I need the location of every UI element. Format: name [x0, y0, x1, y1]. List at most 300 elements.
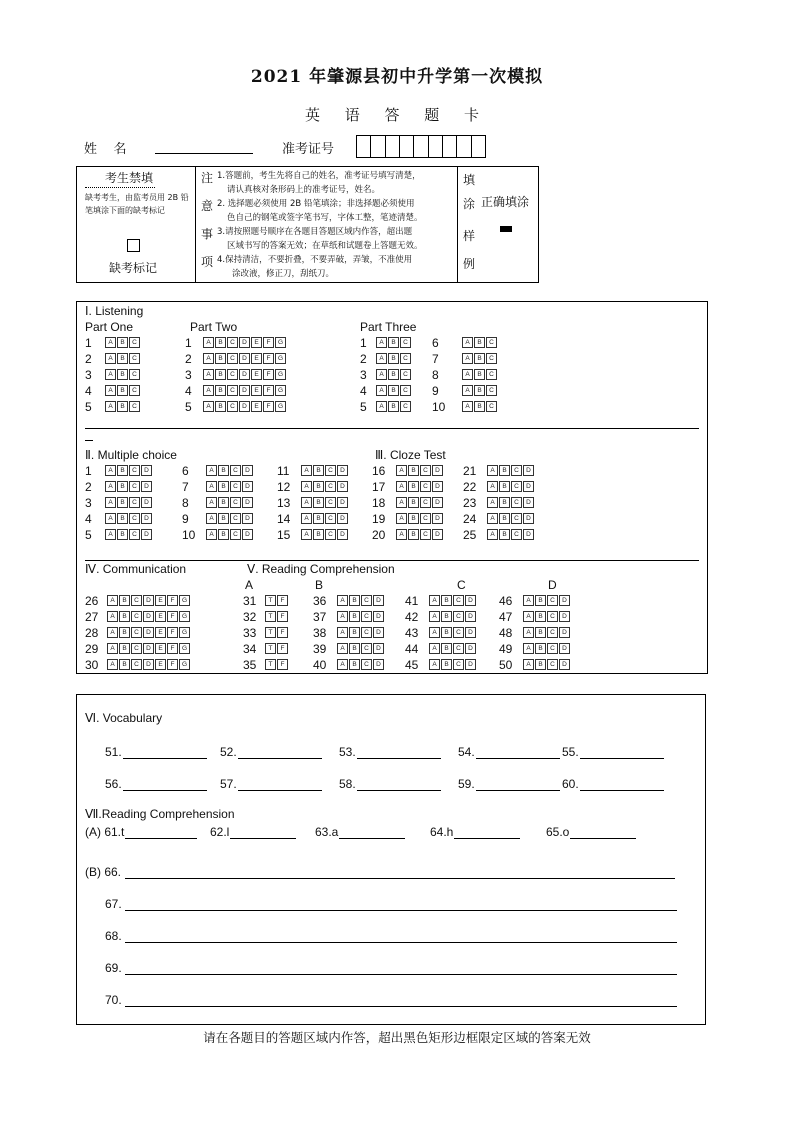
option-bubble[interactable]: C: [131, 627, 142, 638]
option-bubble[interactable]: F: [277, 643, 288, 654]
option-bubble[interactable]: C: [227, 401, 238, 412]
option-bubble[interactable]: A: [337, 611, 348, 622]
option-bubble[interactable]: B: [349, 595, 360, 606]
option-bubble[interactable]: C: [361, 627, 372, 638]
option-bubble[interactable]: D: [465, 627, 476, 638]
option-bubble[interactable]: B: [215, 401, 226, 412]
option-bubble[interactable]: B: [388, 385, 399, 396]
option-bubble[interactable]: A: [105, 337, 116, 348]
option-bubble[interactable]: D: [242, 529, 253, 540]
option-bubble[interactable]: B: [474, 401, 485, 412]
option-bubble[interactable]: B: [117, 369, 128, 380]
option-bubble[interactable]: A: [107, 643, 118, 654]
option-bubble[interactable]: B: [117, 401, 128, 412]
option-bubble[interactable]: B: [499, 529, 510, 540]
option-bubble[interactable]: C: [129, 497, 140, 508]
option-bubble[interactable]: C: [420, 465, 431, 476]
option-bubble[interactable]: D: [465, 611, 476, 622]
option-bubble[interactable]: F: [277, 595, 288, 606]
option-bubble[interactable]: G: [275, 337, 286, 348]
option-bubble[interactable]: B: [474, 353, 485, 364]
option-bubble[interactable]: B: [218, 481, 229, 492]
option-bubble[interactable]: A: [301, 513, 312, 524]
option-bubble[interactable]: C: [361, 643, 372, 654]
answer-line[interactable]: [125, 993, 677, 1007]
option-bubble[interactable]: B: [474, 385, 485, 396]
option-bubble[interactable]: F: [167, 611, 178, 622]
option-bubble[interactable]: A: [107, 595, 118, 606]
option-bubble[interactable]: F: [263, 385, 274, 396]
vocab-item[interactable]: [339, 777, 441, 791]
reading-a-item[interactable]: [546, 825, 636, 839]
option-bubble[interactable]: D: [559, 659, 570, 670]
option-bubble[interactable]: D: [143, 643, 154, 654]
option-bubble[interactable]: C: [547, 627, 558, 638]
option-bubble[interactable]: A: [337, 595, 348, 606]
option-bubble[interactable]: A: [203, 385, 214, 396]
option-bubble[interactable]: D: [242, 497, 253, 508]
option-bubble[interactable]: C: [129, 337, 140, 348]
option-bubble[interactable]: C: [325, 481, 336, 492]
option-bubble[interactable]: D: [141, 481, 152, 492]
option-bubble[interactable]: A: [105, 401, 116, 412]
option-bubble[interactable]: B: [388, 337, 399, 348]
option-bubble[interactable]: B: [117, 497, 128, 508]
option-bubble[interactable]: A: [337, 659, 348, 670]
vocab-item[interactable]: [458, 777, 560, 791]
option-bubble[interactable]: D: [143, 595, 154, 606]
option-bubble[interactable]: D: [373, 627, 384, 638]
option-bubble[interactable]: A: [523, 611, 534, 622]
option-bubble[interactable]: D: [373, 643, 384, 654]
option-bubble[interactable]: A: [105, 369, 116, 380]
option-bubble[interactable]: C: [361, 611, 372, 622]
option-bubble[interactable]: B: [117, 529, 128, 540]
option-bubble[interactable]: B: [119, 643, 130, 654]
option-bubble[interactable]: A: [429, 627, 440, 638]
option-bubble[interactable]: G: [179, 659, 190, 670]
option-bubble[interactable]: B: [535, 595, 546, 606]
option-bubble[interactable]: A: [396, 529, 407, 540]
exam-number-boxes[interactable]: [356, 135, 486, 158]
option-bubble[interactable]: C: [400, 401, 411, 412]
option-bubble[interactable]: D: [242, 465, 253, 476]
option-bubble[interactable]: B: [349, 659, 360, 670]
reading-a-item[interactable]: [85, 825, 197, 839]
option-bubble[interactable]: A: [376, 401, 387, 412]
option-bubble[interactable]: A: [429, 659, 440, 670]
option-bubble[interactable]: A: [396, 497, 407, 508]
option-bubble[interactable]: A: [203, 353, 214, 364]
option-bubble[interactable]: G: [179, 627, 190, 638]
option-bubble[interactable]: B: [313, 481, 324, 492]
option-bubble[interactable]: E: [155, 627, 166, 638]
option-bubble[interactable]: B: [313, 465, 324, 476]
option-bubble[interactable]: B: [119, 611, 130, 622]
option-bubble[interactable]: D: [239, 337, 250, 348]
option-bubble[interactable]: T: [265, 643, 276, 654]
option-bubble[interactable]: C: [129, 465, 140, 476]
answer-line[interactable]: [125, 929, 677, 943]
option-bubble[interactable]: A: [206, 465, 217, 476]
option-bubble[interactable]: A: [105, 529, 116, 540]
option-bubble[interactable]: B: [218, 465, 229, 476]
option-bubble[interactable]: C: [230, 497, 241, 508]
option-bubble[interactable]: C: [511, 497, 522, 508]
option-bubble[interactable]: D: [465, 643, 476, 654]
option-bubble[interactable]: C: [129, 529, 140, 540]
option-bubble[interactable]: G: [275, 385, 286, 396]
option-bubble[interactable]: F: [263, 353, 274, 364]
option-bubble[interactable]: G: [179, 611, 190, 622]
option-bubble[interactable]: B: [117, 465, 128, 476]
option-bubble[interactable]: D: [559, 627, 570, 638]
option-bubble[interactable]: C: [131, 659, 142, 670]
option-bubble[interactable]: B: [388, 369, 399, 380]
option-bubble[interactable]: A: [107, 659, 118, 670]
option-bubble[interactable]: E: [155, 611, 166, 622]
option-bubble[interactable]: D: [143, 627, 154, 638]
option-bubble[interactable]: F: [277, 627, 288, 638]
option-bubble[interactable]: A: [206, 481, 217, 492]
option-bubble[interactable]: A: [376, 337, 387, 348]
option-bubble[interactable]: B: [117, 385, 128, 396]
option-bubble[interactable]: D: [373, 611, 384, 622]
option-bubble[interactable]: C: [325, 513, 336, 524]
option-bubble[interactable]: A: [105, 465, 116, 476]
answer-line-66[interactable]: [125, 865, 675, 879]
option-bubble[interactable]: B: [388, 401, 399, 412]
option-bubble[interactable]: C: [129, 385, 140, 396]
option-bubble[interactable]: B: [215, 337, 226, 348]
option-bubble[interactable]: C: [361, 595, 372, 606]
option-bubble[interactable]: D: [239, 369, 250, 380]
option-bubble[interactable]: D: [432, 497, 443, 508]
option-bubble[interactable]: C: [227, 369, 238, 380]
option-bubble[interactable]: B: [215, 385, 226, 396]
option-bubble[interactable]: C: [227, 337, 238, 348]
option-bubble[interactable]: G: [179, 595, 190, 606]
option-bubble[interactable]: C: [547, 659, 558, 670]
option-bubble[interactable]: F: [263, 337, 274, 348]
option-bubble[interactable]: C: [230, 481, 241, 492]
option-bubble[interactable]: B: [535, 659, 546, 670]
option-bubble[interactable]: B: [441, 595, 452, 606]
option-bubble[interactable]: A: [523, 595, 534, 606]
option-bubble[interactable]: C: [361, 659, 372, 670]
option-bubble[interactable]: D: [432, 465, 443, 476]
option-bubble[interactable]: D: [337, 465, 348, 476]
option-bubble[interactable]: E: [155, 659, 166, 670]
option-bubble[interactable]: C: [547, 595, 558, 606]
option-bubble[interactable]: D: [523, 481, 534, 492]
option-bubble[interactable]: A: [337, 627, 348, 638]
option-bubble[interactable]: C: [400, 337, 411, 348]
option-bubble[interactable]: C: [486, 385, 497, 396]
option-bubble[interactable]: A: [487, 481, 498, 492]
option-bubble[interactable]: B: [119, 595, 130, 606]
option-bubble[interactable]: C: [227, 353, 238, 364]
option-bubble[interactable]: D: [559, 595, 570, 606]
option-bubble[interactable]: C: [131, 643, 142, 654]
option-bubble[interactable]: C: [129, 481, 140, 492]
name-field[interactable]: [155, 139, 253, 154]
option-bubble[interactable]: B: [408, 513, 419, 524]
option-bubble[interactable]: C: [227, 385, 238, 396]
option-bubble[interactable]: D: [432, 481, 443, 492]
option-bubble[interactable]: E: [155, 595, 166, 606]
option-bubble[interactable]: C: [129, 369, 140, 380]
option-bubble[interactable]: D: [373, 595, 384, 606]
reading-a-item[interactable]: [315, 825, 405, 839]
option-bubble[interactable]: A: [301, 465, 312, 476]
option-bubble[interactable]: F: [263, 401, 274, 412]
option-bubble[interactable]: F: [167, 643, 178, 654]
option-bubble[interactable]: D: [141, 497, 152, 508]
option-bubble[interactable]: F: [167, 659, 178, 670]
option-bubble[interactable]: D: [559, 611, 570, 622]
option-bubble[interactable]: B: [218, 513, 229, 524]
option-bubble[interactable]: C: [486, 337, 497, 348]
option-bubble[interactable]: C: [129, 401, 140, 412]
option-bubble[interactable]: B: [408, 481, 419, 492]
option-bubble[interactable]: A: [105, 385, 116, 396]
option-bubble[interactable]: B: [499, 481, 510, 492]
option-bubble[interactable]: C: [131, 611, 142, 622]
option-bubble[interactable]: A: [301, 481, 312, 492]
option-bubble[interactable]: F: [167, 595, 178, 606]
option-bubble[interactable]: F: [263, 369, 274, 380]
option-bubble[interactable]: A: [107, 611, 118, 622]
option-bubble[interactable]: B: [215, 353, 226, 364]
option-bubble[interactable]: B: [408, 497, 419, 508]
option-bubble[interactable]: C: [511, 465, 522, 476]
option-bubble[interactable]: A: [203, 337, 214, 348]
option-bubble[interactable]: C: [453, 627, 464, 638]
option-bubble[interactable]: B: [535, 611, 546, 622]
option-bubble[interactable]: B: [218, 529, 229, 540]
option-bubble[interactable]: A: [206, 529, 217, 540]
option-bubble[interactable]: E: [251, 401, 262, 412]
option-bubble[interactable]: C: [511, 481, 522, 492]
option-bubble[interactable]: D: [143, 659, 154, 670]
option-bubble[interactable]: C: [325, 497, 336, 508]
option-bubble[interactable]: A: [462, 353, 473, 364]
option-bubble[interactable]: C: [420, 513, 431, 524]
option-bubble[interactable]: B: [313, 497, 324, 508]
option-bubble[interactable]: C: [230, 513, 241, 524]
option-bubble[interactable]: C: [129, 513, 140, 524]
option-bubble[interactable]: C: [325, 465, 336, 476]
option-bubble[interactable]: B: [119, 627, 130, 638]
option-bubble[interactable]: T: [265, 627, 276, 638]
option-bubble[interactable]: A: [396, 465, 407, 476]
option-bubble[interactable]: D: [559, 643, 570, 654]
option-bubble[interactable]: C: [547, 643, 558, 654]
option-bubble[interactable]: B: [441, 659, 452, 670]
option-bubble[interactable]: D: [432, 513, 443, 524]
option-bubble[interactable]: D: [373, 659, 384, 670]
option-bubble[interactable]: C: [511, 513, 522, 524]
option-bubble[interactable]: E: [251, 385, 262, 396]
option-bubble[interactable]: A: [203, 369, 214, 380]
option-bubble[interactable]: B: [499, 497, 510, 508]
option-bubble[interactable]: C: [400, 385, 411, 396]
option-bubble[interactable]: D: [432, 529, 443, 540]
option-bubble[interactable]: A: [523, 643, 534, 654]
option-bubble[interactable]: B: [313, 529, 324, 540]
option-bubble[interactable]: C: [400, 369, 411, 380]
option-bubble[interactable]: F: [277, 659, 288, 670]
option-bubble[interactable]: D: [141, 465, 152, 476]
vocab-item[interactable]: [458, 745, 560, 759]
option-bubble[interactable]: C: [420, 497, 431, 508]
option-bubble[interactable]: D: [523, 465, 534, 476]
vocab-item[interactable]: [220, 777, 322, 791]
option-bubble[interactable]: C: [547, 611, 558, 622]
option-bubble[interactable]: A: [487, 465, 498, 476]
answer-line[interactable]: [125, 961, 677, 975]
reading-a-item[interactable]: [210, 825, 296, 839]
vocab-item[interactable]: [562, 745, 664, 759]
option-bubble[interactable]: A: [396, 513, 407, 524]
option-bubble[interactable]: D: [141, 513, 152, 524]
option-bubble[interactable]: E: [251, 353, 262, 364]
option-bubble[interactable]: B: [474, 337, 485, 348]
option-bubble[interactable]: A: [105, 497, 116, 508]
option-bubble[interactable]: D: [239, 353, 250, 364]
option-bubble[interactable]: A: [487, 497, 498, 508]
option-bubble[interactable]: T: [265, 595, 276, 606]
option-bubble[interactable]: B: [474, 369, 485, 380]
option-bubble[interactable]: G: [275, 401, 286, 412]
option-bubble[interactable]: C: [325, 529, 336, 540]
option-bubble[interactable]: D: [523, 513, 534, 524]
option-bubble[interactable]: D: [465, 595, 476, 606]
option-bubble[interactable]: A: [203, 401, 214, 412]
option-bubble[interactable]: D: [242, 513, 253, 524]
option-bubble[interactable]: T: [265, 611, 276, 622]
option-bubble[interactable]: D: [523, 497, 534, 508]
option-bubble[interactable]: B: [215, 369, 226, 380]
option-bubble[interactable]: C: [131, 595, 142, 606]
option-bubble[interactable]: B: [117, 353, 128, 364]
vocab-item[interactable]: [105, 745, 207, 759]
option-bubble[interactable]: B: [117, 481, 128, 492]
option-bubble[interactable]: A: [301, 529, 312, 540]
option-bubble[interactable]: A: [206, 497, 217, 508]
option-bubble[interactable]: A: [462, 385, 473, 396]
option-bubble[interactable]: A: [462, 369, 473, 380]
option-bubble[interactable]: B: [408, 529, 419, 540]
option-bubble[interactable]: B: [499, 465, 510, 476]
option-bubble[interactable]: D: [239, 385, 250, 396]
option-bubble[interactable]: A: [105, 353, 116, 364]
option-bubble[interactable]: D: [465, 659, 476, 670]
reading-a-item[interactable]: [430, 825, 520, 839]
vocab-item[interactable]: [339, 745, 441, 759]
option-bubble[interactable]: D: [239, 401, 250, 412]
option-bubble[interactable]: B: [441, 611, 452, 622]
option-bubble[interactable]: A: [523, 627, 534, 638]
option-bubble[interactable]: C: [230, 529, 241, 540]
option-bubble[interactable]: B: [117, 513, 128, 524]
option-bubble[interactable]: A: [376, 353, 387, 364]
option-bubble[interactable]: A: [429, 643, 440, 654]
option-bubble[interactable]: D: [337, 513, 348, 524]
option-bubble[interactable]: G: [275, 353, 286, 364]
answer-line[interactable]: [125, 897, 677, 911]
option-bubble[interactable]: B: [119, 659, 130, 670]
option-bubble[interactable]: A: [523, 659, 534, 670]
option-bubble[interactable]: T: [265, 659, 276, 670]
vocab-item[interactable]: [105, 777, 207, 791]
option-bubble[interactable]: A: [105, 481, 116, 492]
option-bubble[interactable]: D: [337, 497, 348, 508]
option-bubble[interactable]: G: [179, 643, 190, 654]
option-bubble[interactable]: A: [462, 401, 473, 412]
option-bubble[interactable]: C: [129, 353, 140, 364]
option-bubble[interactable]: A: [337, 643, 348, 654]
option-bubble[interactable]: A: [376, 369, 387, 380]
option-bubble[interactable]: B: [349, 627, 360, 638]
option-bubble[interactable]: C: [400, 353, 411, 364]
option-bubble[interactable]: E: [251, 337, 262, 348]
vocab-item[interactable]: [562, 777, 664, 791]
option-bubble[interactable]: A: [429, 611, 440, 622]
option-bubble[interactable]: C: [230, 465, 241, 476]
option-bubble[interactable]: A: [462, 337, 473, 348]
option-bubble[interactable]: C: [486, 369, 497, 380]
option-bubble[interactable]: C: [486, 353, 497, 364]
option-bubble[interactable]: A: [105, 513, 116, 524]
option-bubble[interactable]: B: [408, 465, 419, 476]
option-bubble[interactable]: A: [206, 513, 217, 524]
option-bubble[interactable]: A: [396, 481, 407, 492]
option-bubble[interactable]: D: [242, 481, 253, 492]
option-bubble[interactable]: C: [420, 481, 431, 492]
option-bubble[interactable]: C: [453, 595, 464, 606]
option-bubble[interactable]: B: [441, 627, 452, 638]
option-bubble[interactable]: F: [167, 627, 178, 638]
option-bubble[interactable]: C: [511, 529, 522, 540]
option-bubble[interactable]: A: [487, 529, 498, 540]
option-bubble[interactable]: B: [313, 513, 324, 524]
option-bubble[interactable]: E: [251, 369, 262, 380]
option-bubble[interactable]: B: [535, 643, 546, 654]
option-bubble[interactable]: B: [535, 627, 546, 638]
option-bubble[interactable]: A: [301, 497, 312, 508]
option-bubble[interactable]: A: [487, 513, 498, 524]
option-bubble[interactable]: B: [117, 337, 128, 348]
option-bubble[interactable]: B: [218, 497, 229, 508]
option-bubble[interactable]: E: [155, 643, 166, 654]
option-bubble[interactable]: C: [453, 643, 464, 654]
option-bubble[interactable]: B: [349, 643, 360, 654]
option-bubble[interactable]: A: [107, 627, 118, 638]
vocab-item[interactable]: [220, 745, 322, 759]
option-bubble[interactable]: B: [499, 513, 510, 524]
option-bubble[interactable]: C: [486, 401, 497, 412]
option-bubble[interactable]: C: [420, 529, 431, 540]
option-bubble[interactable]: A: [376, 385, 387, 396]
option-bubble[interactable]: A: [429, 595, 440, 606]
option-bubble[interactable]: F: [277, 611, 288, 622]
option-bubble[interactable]: C: [453, 611, 464, 622]
option-bubble[interactable]: D: [141, 529, 152, 540]
option-bubble[interactable]: D: [523, 529, 534, 540]
option-bubble[interactable]: B: [388, 353, 399, 364]
